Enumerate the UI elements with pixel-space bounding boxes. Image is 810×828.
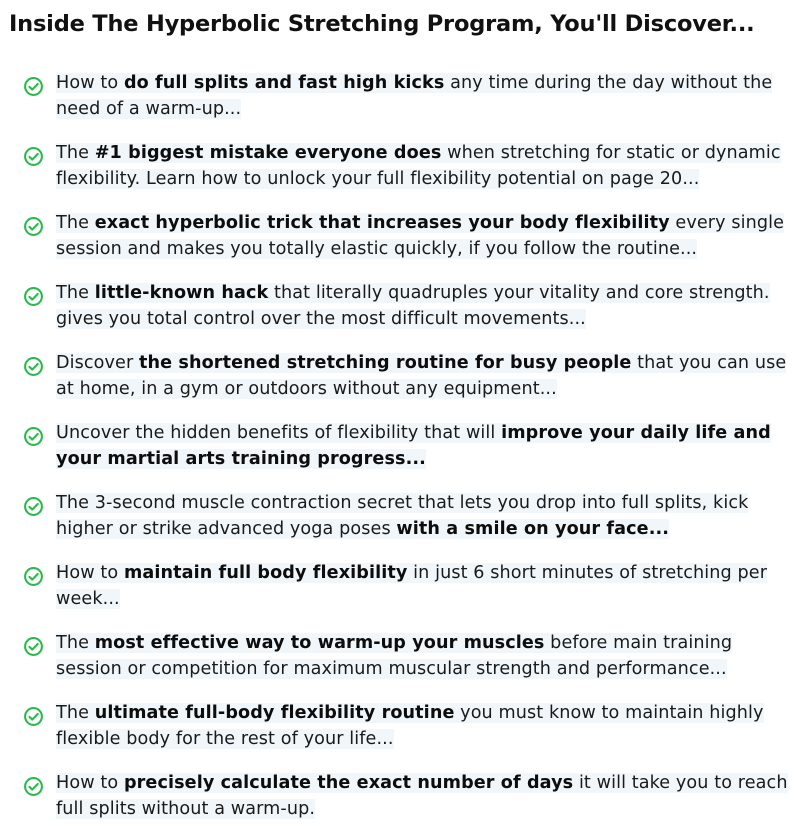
check-circle-icon [23, 426, 44, 447]
benefit-copy: How to [56, 563, 124, 583]
benefit-copy: you must know to maintain highly flexible body for the rest of your life... [56, 703, 764, 749]
benefit-copy: How to [56, 773, 124, 793]
benefit-text-highlight [56, 283, 770, 329]
benefit-item [0, 280, 810, 350]
benefit-text [56, 420, 801, 472]
benefit-copy: The [56, 633, 95, 653]
benefit-emphasis: improve your daily life and your martial arts training progress... [56, 423, 771, 469]
benefit-copy: it will take you to reach full splits without a warm-up. [56, 773, 788, 819]
benefit-item [0, 210, 810, 280]
check-circle-icon [23, 286, 44, 307]
benefit-copy: when stretching for static or dynamic flexibility. Learn how to unlock your full flexibility potential on page 20... [56, 143, 781, 189]
benefit-emphasis: the shortened stretching routine for busy people [139, 353, 632, 373]
benefit-emphasis: #1 biggest mistake everyone does [94, 143, 442, 163]
check-circle-icon [23, 636, 44, 657]
benefit-text [56, 350, 801, 402]
benefit-copy: any time during the day without the need of a warm-up... [56, 73, 773, 119]
benefit-text-highlight [56, 773, 788, 819]
benefit-text [56, 490, 801, 542]
benefit-item [0, 350, 810, 420]
benefit-copy: in just 6 short minutes of stretching per week... [56, 563, 768, 609]
benefit-copy: Discover [56, 353, 140, 373]
benefit-emphasis: exact hyperbolic trick that increases your body flexibility [94, 213, 670, 233]
benefit-text [56, 70, 801, 122]
benefit-copy: The [56, 703, 95, 723]
benefit-text-highlight [56, 213, 784, 259]
check-circle-icon [23, 146, 44, 167]
benefit-copy: Uncover the hidden benefits of flexibility that will [56, 423, 502, 443]
check-circle-icon [23, 496, 44, 517]
benefit-text-highlight [56, 73, 772, 119]
benefit-copy: before main training session or competition for maximum muscular strength and performance... [56, 633, 733, 679]
benefit-copy: that literally quadruples your vitality and core strength. gives you total control over the most difficult movements... [56, 283, 770, 329]
check-circle-icon [23, 776, 44, 797]
benefit-item [0, 70, 810, 140]
benefit-copy: How to [56, 73, 124, 93]
benefit-item [0, 420, 810, 490]
benefit-emphasis: do full splits and fast high kicks [123, 73, 445, 93]
benefit-text [56, 210, 801, 262]
benefit-text [56, 770, 801, 822]
benefit-text-highlight [56, 703, 764, 749]
check-circle-icon [23, 76, 44, 97]
benefit-text-highlight [56, 143, 781, 189]
benefit-item [0, 700, 810, 770]
benefit-emphasis: most effective way to warm-up your muscles [94, 633, 545, 653]
section-heading: Inside The Hyperbolic Stretching Program, You'll Discover... [9, 11, 755, 37]
benefit-text-highlight [56, 353, 786, 399]
benefit-emphasis: maintain full body flexibility [123, 563, 408, 583]
benefit-text-highlight [56, 493, 748, 539]
benefit-item [0, 560, 810, 630]
benefit-copy: The [56, 283, 95, 303]
check-circle-icon [23, 566, 44, 587]
benefit-emphasis: little-known hack [94, 283, 269, 303]
benefit-copy: The [56, 213, 95, 233]
benefit-copy: every single session and makes you totally elastic quickly, if you follow the routine... [56, 213, 785, 259]
benefit-text [56, 630, 801, 682]
benefit-emphasis: with a smile on your face... [396, 519, 670, 539]
benefit-text [56, 140, 801, 192]
benefit-copy: that you can use at home, in a gym or outdoors without any equipment... [56, 353, 787, 399]
benefit-text [56, 280, 801, 332]
benefit-emphasis: precisely calculate the exact number of days [123, 773, 574, 793]
benefit-text-highlight [56, 423, 771, 469]
benefit-copy: The 3-second muscle contraction secret that lets you drop into full splits, kick higher or strike advanced yoga poses [56, 493, 749, 539]
benefit-item [0, 770, 810, 828]
benefit-text-highlight [56, 563, 767, 609]
benefit-list [0, 70, 810, 828]
benefit-text-highlight [56, 633, 732, 679]
check-circle-icon [23, 356, 44, 377]
benefit-item [0, 490, 810, 560]
check-circle-icon [23, 216, 44, 237]
benefit-copy: The [56, 143, 95, 163]
benefit-emphasis: ultimate full-body flexibility routine [94, 703, 455, 723]
check-circle-icon [23, 706, 44, 727]
benefit-text [56, 700, 801, 752]
benefit-item [0, 140, 810, 210]
benefit-text [56, 560, 801, 612]
benefit-item [0, 630, 810, 700]
